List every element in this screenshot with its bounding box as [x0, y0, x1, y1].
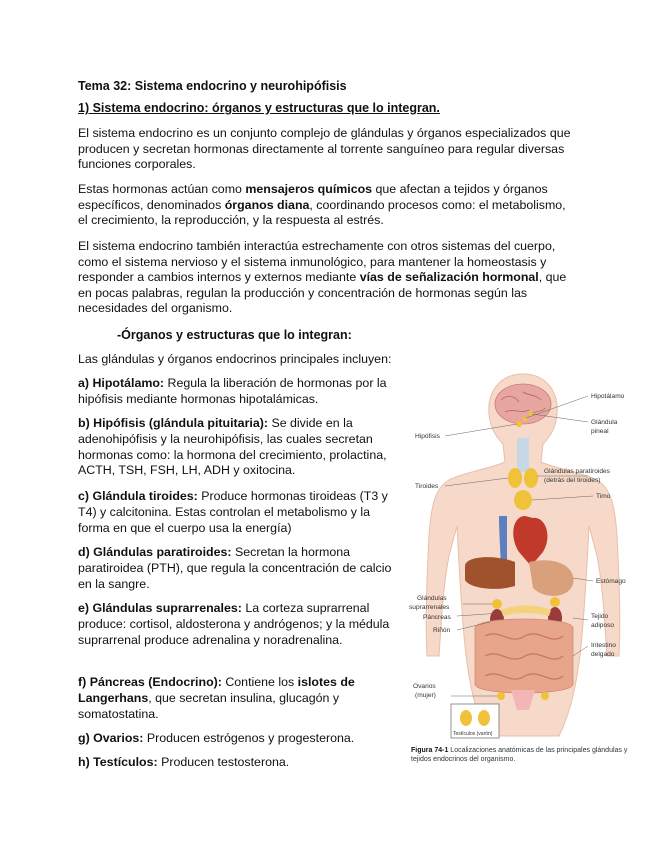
bold-run: órganos diana	[224, 197, 310, 212]
label-pineal-1: Glándula	[591, 419, 618, 426]
label-intestino-1: Intestino	[591, 642, 616, 649]
item-text: Regula la liberación de hormonas por la hipófisis mediante hormonas hipotalámicas.	[78, 376, 387, 406]
paragraph-2	[78, 182, 578, 229]
thymus-gland	[514, 490, 532, 510]
label-ovarios-2: (mujer)	[415, 692, 436, 699]
bold-run: vías de señalización hormonal	[359, 270, 539, 284]
label-timo: Timo	[596, 493, 611, 500]
list-item-pancreas	[78, 675, 393, 722]
adrenal-gland-left	[492, 599, 502, 609]
label-hipotalamo: Hipotálamo	[591, 393, 625, 400]
item-text: Producen estrógenos y progesterona.	[143, 731, 355, 745]
item-text: Se divide en la adenohipófisis y la neurohipófisis, las cuales secretan hormonas como: la hormona del crecimiento, prolactina, ACTH, TSH, FSH, LH, ADH y oxitocina.	[78, 416, 387, 478]
list-item-suprarrenales	[78, 601, 393, 648]
item-text: Contiene los	[221, 675, 298, 689]
caption-text: Localizaciones anatómicas de las principales glándulas y tejidos endocrinos del organismo.	[411, 747, 628, 763]
list-item-hipotalamo	[78, 376, 393, 408]
subheading: -Órganos y estructuras que lo integran:	[117, 328, 352, 342]
label-suprarrenales-2: suprarrenales	[409, 604, 450, 611]
text-run: , coordinando procesos como: el metabolismo, el crecimiento, la reproducción, y la respuesta al estrés.	[78, 197, 566, 227]
trachea	[517, 438, 529, 472]
label-pancreas: Páncreas	[423, 614, 451, 621]
label-tejido-1: Tejido	[591, 613, 609, 620]
item-text: La corteza suprarrenal produce: cortisol, aldosterona y andrógenos; y la médula suprarrenal produce adrenalina y noradrenalina.	[78, 601, 390, 647]
bold-run: mensajeros químicos	[245, 182, 373, 196]
ovary-left	[497, 692, 505, 700]
label-pineal-2: pineal	[591, 428, 609, 435]
label-estomago: Estómago	[596, 578, 626, 585]
bold-run: islotes de Langerhans	[78, 675, 355, 705]
text-run: , que en pocas palabras, regulan la producción y concentración de hormonas según las necesidades del organismo.	[78, 270, 567, 315]
item-text: Producen testosterona.	[157, 755, 290, 769]
ovary-right	[541, 692, 549, 700]
list-intro: Las glándulas y órganos endocrinos principales incluyen:	[78, 352, 392, 366]
list-item-hipofisis	[78, 416, 393, 479]
label-tejido-2: adiposo	[591, 622, 615, 629]
item-head: g) Ovarios:	[78, 731, 144, 745]
caption-label: Figura 74-1	[411, 747, 449, 754]
list-item-tiroides	[78, 489, 393, 536]
list-item-paratiroides	[78, 545, 393, 592]
item-head: h) Testículos:	[78, 755, 158, 769]
text-run: El sistema endocrino también interactúa estrechamente con otros sistemas del cuerpo, como el sistema nervioso y el sistema inmunológico, para mantener la homeostasis y responder a cambios internos y externos mediante	[78, 239, 556, 284]
item-head: a) Hipotálamo:	[78, 376, 165, 390]
item-text: Secretan la hormona paratiroidea (PTH), que regula la concentración de calcio en la sangre.	[78, 545, 392, 591]
label-paratiroides-2: (detrás del tiroides)	[544, 477, 601, 484]
label-hipofisis: Hipófisis	[415, 433, 440, 440]
item-head: f) Páncreas (Endocrino):	[78, 675, 222, 689]
paragraph-3	[78, 239, 578, 317]
adrenal-gland-right	[550, 597, 560, 607]
item-text: Produce hormonas tiroideas (T3 y T4) y calcitonina. Estas controlan el metabolismo y la forma en que el cuerpo usa la energía)	[78, 489, 388, 535]
page-title: Tema 32: Sistema endocrino y neurohipófisis	[78, 79, 347, 93]
label-intestino-2: delgado	[591, 651, 615, 658]
label-ovarios-1: Ovarios	[413, 683, 436, 690]
label-tiroides: Tiroides	[415, 483, 439, 490]
item-head: d) Glándulas paratiroides:	[78, 545, 232, 559]
item-head: c) Glándula tiroides:	[78, 489, 198, 503]
label-suprarrenales-1: Glándulas	[417, 595, 447, 602]
section-heading: 1) Sistema endocrino: órganos y estructuras que lo integran.	[78, 101, 440, 115]
list-item-testiculos	[78, 755, 393, 771]
label-testiculos: Testículos (varón)	[453, 731, 493, 737]
label-paratiroides-1: Glándulas paratiroides	[544, 468, 610, 475]
hipotalamo-area	[523, 417, 528, 422]
item-head: e) Glándulas suprarrenales:	[78, 601, 242, 615]
liver	[465, 557, 515, 589]
label-rinon: Riñón	[433, 627, 451, 634]
text-run: que afectan a tejidos y órganos específicos, denominados	[78, 182, 548, 212]
text-run: Estas hormonas actúan como	[78, 182, 246, 196]
list-item-ovarios	[78, 731, 393, 747]
figure-caption	[411, 746, 636, 764]
paragraph-1: El sistema endocrino es un conjunto complejo de glándulas y órganos especializados que producen y secretan hormonas directamente al torrente sanguíneo para regular diversas funciones corporales.	[78, 126, 571, 171]
item-text: , que secretan insulina, glucagón y somatostatina.	[78, 690, 340, 721]
item-head: b) Hipófisis (glándula pituitaria):	[78, 416, 268, 430]
endocrine-anatomy-figure	[405, 366, 640, 746]
